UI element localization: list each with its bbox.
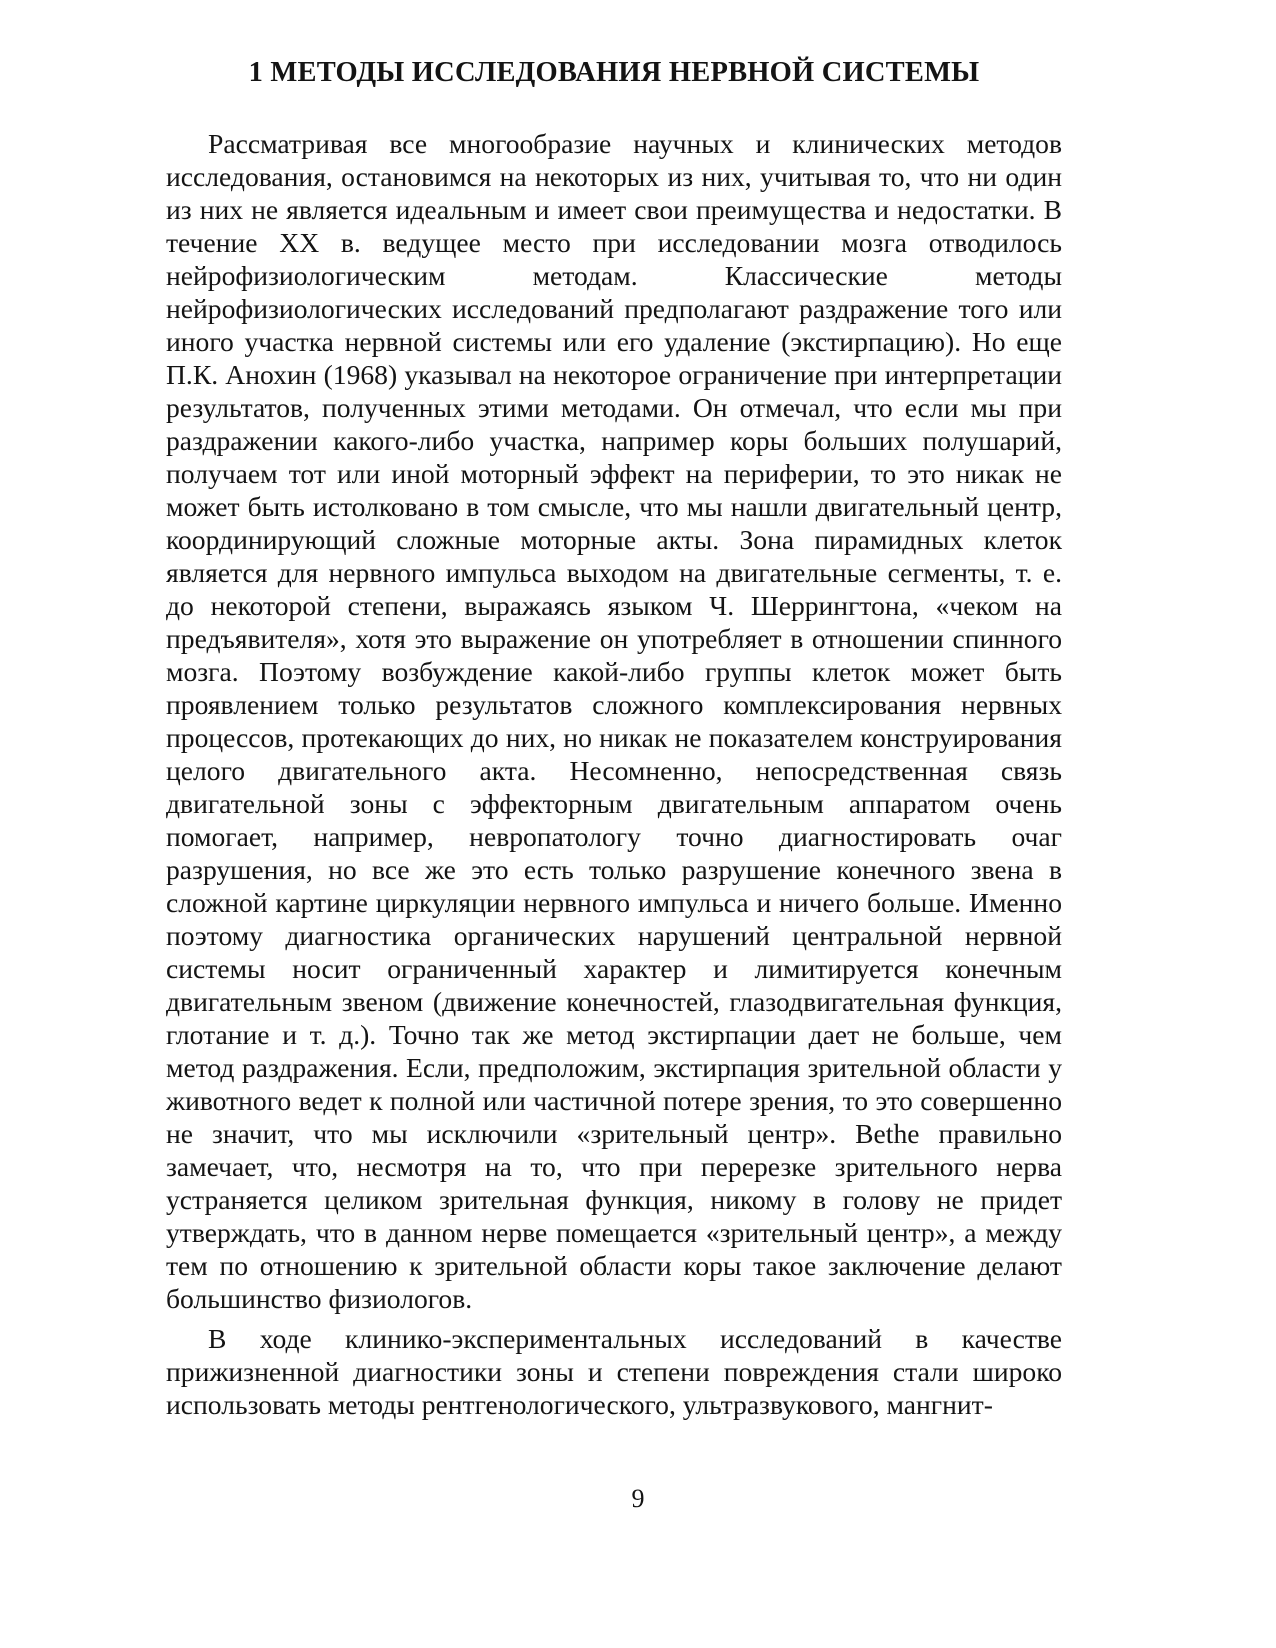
chapter-heading: 1 МЕТОДЫ ИССЛЕДОВАНИЯ НЕРВНОЙ СИСТЕМЫ [248, 57, 980, 88]
page-number: 9 [631, 1484, 645, 1513]
paragraph-1: Рассматривая все многообразие научных и клинических методов исследования, остановимся на некоторых из них, учитывая то, что ни один из них не является идеальным и имеет свои преимущества и недостатки. В течение XX в. ведущее место при исследовании мозга отводилось нейрофизиологическим методам. Классические методы нейрофизиологических исследований предполагают раздражение того или иного участка нервной системы или его удаление (экстирпацию). Но еще П.К. Анохин (1968) указывал на некоторое ограничение при интерпретации результатов, полученных этими методами. Он отмечал, что если мы при раздражении какого-либо участка, например коры больших полушарий, получаем тот или иной моторный эффект на периферии, то это никак не может быть истолковано в том смысле, что мы нашли двигательный центр, координирующий сложные моторные акты. Зона пирамидных клеток является для нервного импульса выходом на двигательные сегменты, т. е. до некоторой степени, выражаясь языком Ч. Шеррингтона, «чеком на предъявителя», хотя это выражение он употребляет в отношении спинного мозга. Поэтому возбуждение какой-либо группы клеток может быть проявлением только результатов сложного комплексирования нервных процессов, протекающих до них, но никак не показателем конструирования целого двигательного акта. Несомненно, непосредственная связь двигательной зоны с эффекторным двигательным аппаратом очень помогает, например, невропатологу точно диагностировать очаг разрушения, но все же это есть только разрушение конечного звена в сложной картине циркуляции нервного импульса и ничего больше. Именно поэтому диагностика органических нарушений центральной нервной системы носит ограниченный характер и лимитируется конечным двигательным звеном (движение конечностей, глазодвигательная функция, глотание и т. д.). Точно так же метод экстирпации дает не больше, чем метод раздражения. Если, предположим, экстирпация зрительной области у животного ведет к полной или частичной потере зрения, то это совершенно не значит, что мы исключили «зрительный центр». Bethe правильно замечает, что, несмотря на то, что при перерезке зрительного нерва устраняется целиком зрительная функция, никому в голову не придет утверждать, что в данном нерве помещается «зрительный центр», а между тем по отношению к зрительной области коры такое заключение делают большинство физиологов. [166, 128, 1062, 1314]
paragraph-2: В ходе клинико-экспериментальных исследований в качестве прижизненной диагностики зоны и степени повреждения стали широко использовать методы рентгенологического, ультразвукового, мангнит- [166, 1323, 1062, 1420]
body-text [166, 127, 1062, 1428]
